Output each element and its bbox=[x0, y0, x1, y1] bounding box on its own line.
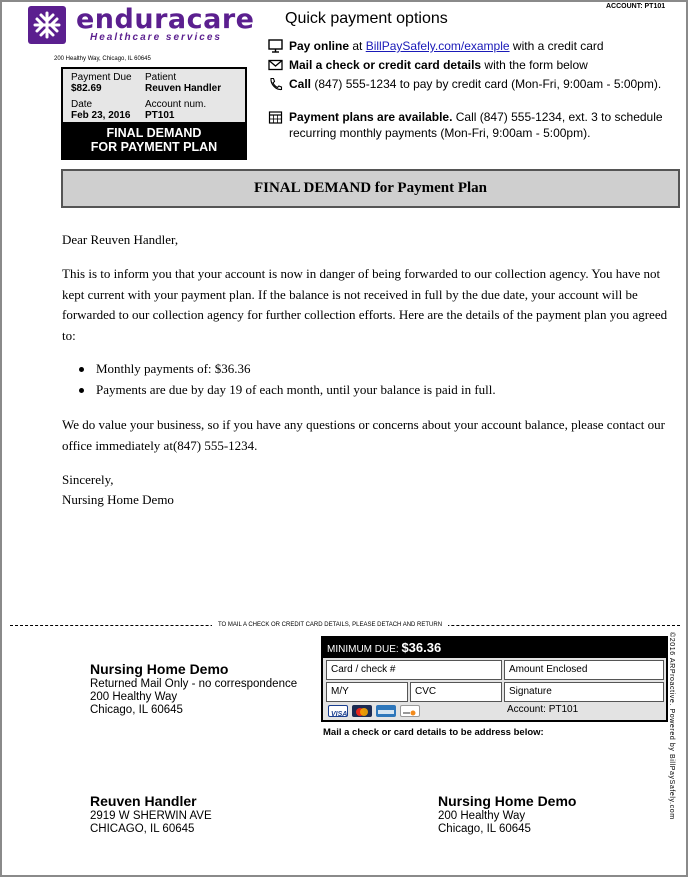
payment-plan-label: Payment plans are available. bbox=[289, 110, 453, 124]
date-label: Date bbox=[71, 99, 93, 110]
payment-plan-tail: Call (847) 555-1234, ext. 3 to schedule recurring monthly payments (Mon-Fri, 9:00am - 5:00pm). bbox=[289, 110, 663, 140]
monitor-icon bbox=[268, 39, 283, 53]
account-label: Account num. bbox=[145, 99, 207, 110]
return-note: Returned Mail Only - no correspondence bbox=[90, 678, 298, 690]
pay-online-link[interactable]: BillPaySafely.com/example bbox=[365, 39, 510, 53]
letter-signature: Nursing Home Demo bbox=[62, 492, 174, 507]
date-value: Feb 23, 2016 bbox=[71, 110, 131, 121]
pay-online-option bbox=[268, 38, 678, 54]
pay-online-tail: with a credit card bbox=[509, 39, 604, 53]
letter-paragraph-2: We do value your business, so if you have any questions or concerns about your account balance, please contact our office immediately at(847) 555-1234. bbox=[62, 417, 665, 453]
pay-online-label: Pay online bbox=[289, 39, 350, 53]
mail-check-tail: with the form below bbox=[481, 58, 588, 72]
visa-icon bbox=[328, 705, 348, 717]
mail-check-label: Mail a check or credit card details bbox=[289, 58, 482, 72]
payee-name: Nursing Home Demo bbox=[438, 793, 577, 809]
letter-closing: Sincerely, bbox=[62, 472, 114, 487]
patient-name: Reuven Handler bbox=[90, 793, 197, 809]
brand-logo-icon bbox=[28, 6, 66, 44]
return-street: 200 Healthy Way bbox=[90, 691, 178, 703]
return-address bbox=[90, 661, 297, 717]
letter-paragraph-1: This is to inform you that your account is now in danger of being forwarded to our collection agency. You have not kept current with your payment plan. If the balance is not received in full by the due date, your account will be forwarded to our collection agency for further collection efforts. Here are the details of the payment plan you agreed to: bbox=[62, 266, 668, 343]
payment-form-box bbox=[321, 636, 668, 722]
call-option bbox=[268, 76, 678, 92]
minimum-due-value: $36.36 bbox=[401, 640, 442, 655]
calendar-icon bbox=[268, 110, 283, 124]
quick-payment-title: Quick payment options bbox=[285, 10, 448, 27]
return-city: Chicago, IL 60645 bbox=[90, 704, 183, 716]
svg-text:VISA: VISA bbox=[331, 711, 348, 718]
signature-field[interactable]: Signature bbox=[504, 682, 664, 702]
brand-tagline: Healthcare services bbox=[90, 32, 222, 43]
minimum-due-header bbox=[323, 638, 666, 658]
payment-due-value: $82.69 bbox=[71, 83, 102, 94]
patient-city: CHICAGO, IL 60645 bbox=[90, 823, 195, 835]
amex-icon bbox=[376, 705, 396, 717]
payee-street: 200 Healthy Way bbox=[438, 810, 526, 822]
vertical-copyright bbox=[666, 632, 684, 832]
sender-address: 200 Healthy Way, Chicago, IL 60645 bbox=[54, 56, 151, 62]
phone-icon bbox=[268, 77, 283, 91]
month-year-field[interactable]: M/Y bbox=[326, 682, 408, 702]
card-check-field[interactable]: Card / check # bbox=[326, 660, 502, 680]
return-name: Nursing Home Demo bbox=[90, 661, 229, 677]
payment-plan-option bbox=[268, 109, 678, 141]
list-item: Payments are due by day 19 of each month, until your balance is paid in full. bbox=[62, 380, 676, 401]
patient-street: 2919 W SHERWIN AVE bbox=[90, 810, 212, 822]
mastercard-icon bbox=[352, 705, 372, 717]
payee-address bbox=[438, 793, 576, 836]
payee-city: Chicago, IL 60645 bbox=[438, 823, 531, 835]
minimum-due-label: MINIMUM DUE: bbox=[327, 644, 399, 655]
pay-online-at: at bbox=[349, 39, 366, 53]
detach-instructions: TO MAIL A CHECK OR CREDIT CARD DETAILS, PLEASE DETACH AND RETURN bbox=[212, 622, 448, 628]
envelope-icon bbox=[268, 58, 283, 72]
brand-name: enduracare bbox=[76, 4, 255, 35]
vertical-copyright-text: ©2016 ARProactive. Powered by BillPaySafely.com bbox=[668, 632, 675, 820]
discover-icon bbox=[400, 705, 420, 717]
letter-banner: FINAL DEMAND for Payment Plan bbox=[61, 169, 680, 208]
call-label: Call bbox=[289, 77, 312, 91]
account-number-top: ACCOUNT: PT101 bbox=[606, 3, 666, 10]
amount-enclosed-field[interactable]: Amount Enclosed bbox=[504, 660, 664, 680]
patient-value: Reuven Handler bbox=[145, 83, 222, 94]
mail-address-note: Mail a check or card details to be address below: bbox=[323, 727, 544, 738]
patient-address bbox=[90, 793, 212, 836]
list-item: Monthly payments of: $36.36 bbox=[62, 359, 676, 380]
mail-check-option bbox=[268, 57, 678, 73]
payment-plan-details bbox=[62, 359, 676, 400]
final-demand-line1: FINAL DEMAND bbox=[106, 126, 202, 140]
patient-label: Patient bbox=[145, 72, 177, 83]
statement-summary-box bbox=[61, 67, 247, 160]
cvc-field[interactable]: CVC bbox=[410, 682, 502, 702]
final-demand-band bbox=[63, 122, 245, 158]
call-tail: (847) 555-1234 to pay by credit card (Mon-Fri, 9:00am - 5:00pm). bbox=[311, 77, 662, 91]
account-value: PT101 bbox=[145, 110, 175, 121]
final-demand-line2: FOR PAYMENT PLAN bbox=[90, 140, 218, 154]
remittance-account: Account: PT101 bbox=[507, 704, 579, 715]
letter-salutation: Dear Reuven Handler, bbox=[62, 232, 179, 247]
payment-due-label: Payment Due bbox=[71, 72, 132, 83]
